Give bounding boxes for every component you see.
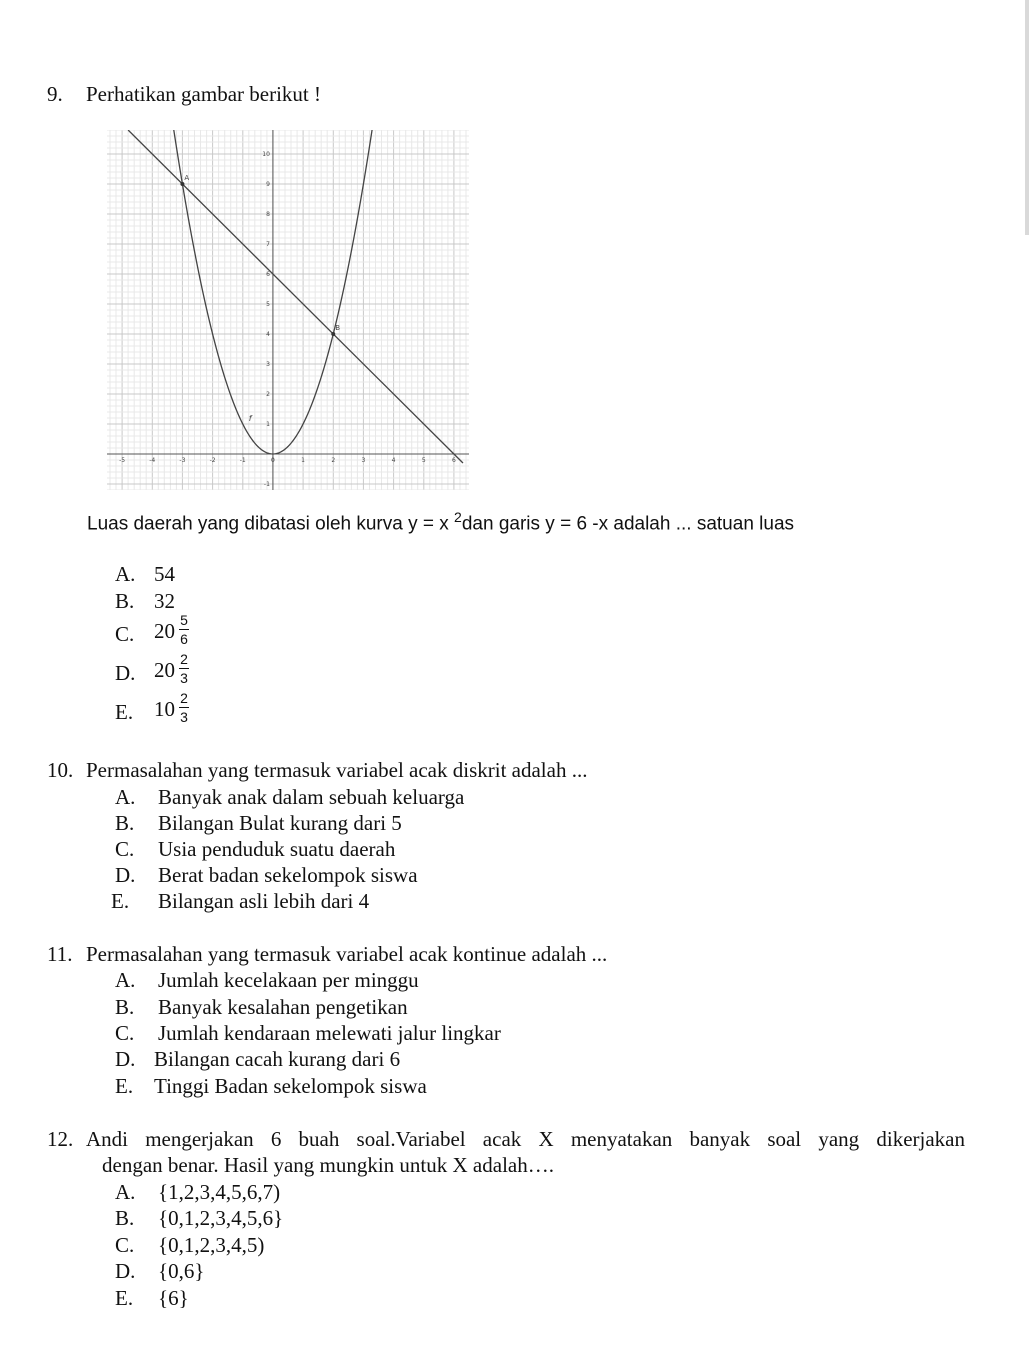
fraction: [179, 612, 189, 647]
denominator: 3: [180, 709, 188, 725]
x-tick-label: 6: [452, 457, 456, 464]
question-number: 10.: [47, 758, 74, 782]
option-value: Bilangan asli lebih dari 4: [158, 889, 370, 913]
function-graph: [107, 130, 469, 490]
x-tick-label: 4: [391, 457, 396, 464]
option-letter: E.: [115, 1074, 134, 1098]
y-tick-label: 10: [262, 151, 270, 158]
question-number: 12.: [47, 1127, 74, 1151]
option-letter: E.: [111, 889, 130, 913]
option-value: Bilangan Bulat kurang dari 5: [158, 811, 402, 835]
x-tick-label: 5: [421, 457, 426, 464]
point-a: [180, 182, 184, 186]
question-text: Permasalahan yang termasuk variabel acak kontinue adalah ...: [86, 942, 608, 966]
numerator: 5: [180, 612, 188, 628]
option-value: [154, 614, 189, 649]
option-value: Berat badan sekelompok siswa: [158, 863, 418, 887]
y-tick-label: 8: [266, 211, 270, 218]
question-text: Permasalahan yang termasuk variabel acak diskrit adalah ...: [86, 758, 588, 782]
caption-part-1: Luas daerah yang dibatasi oleh kurva y = x: [87, 513, 455, 535]
option-letter: C.: [115, 622, 135, 646]
question-text-line-1: Andi mengerjakan 6 buah soal.Variabel acak X menyatakan banyak soal yang dikerjakan: [86, 1127, 965, 1151]
option-value: Jumlah kecelakaan per minggu: [158, 968, 419, 992]
point-label: A: [184, 174, 190, 182]
option-letter: B.: [115, 1206, 135, 1230]
option-value: Usia penduduk suatu daerah: [158, 837, 396, 861]
point-label: B: [335, 324, 341, 332]
x-tick-label: 3: [361, 457, 366, 464]
fraction: [179, 651, 189, 686]
x-tick-label: -5: [119, 457, 126, 464]
whole-part: 20: [154, 619, 175, 643]
option-letter: C.: [115, 837, 135, 861]
x-tick-label: -3: [179, 457, 186, 464]
y-tick-label: 5: [266, 301, 270, 308]
option-letter: A.: [115, 785, 136, 809]
option-value: {0,6}: [158, 1259, 205, 1283]
fraction: [179, 690, 189, 725]
y-tick-label: 9: [266, 181, 270, 188]
caption-part-2: dan garis y = 6 -x adalah ... satuan luas: [461, 513, 795, 535]
question-number: 9.: [47, 82, 63, 106]
option-value: Banyak anak dalam sebuah keluarga: [158, 785, 465, 809]
option-letter: D.: [115, 863, 136, 887]
question-text: Perhatikan gambar berikut !: [86, 82, 321, 106]
x-tick-label: -2: [209, 457, 216, 464]
option-value: [154, 692, 189, 727]
option-letter: A.: [115, 1180, 136, 1204]
curve-label: f: [248, 414, 252, 423]
option-value: {0,1,2,3,4,5,6}: [158, 1206, 284, 1230]
option-letter: B.: [115, 995, 135, 1019]
q9-caption: [87, 509, 794, 535]
option-value: {0,1,2,3,4,5): [158, 1233, 265, 1257]
option-value: Jumlah kendaraan melewati jalur lingkar: [158, 1021, 501, 1045]
option-letter: A.: [115, 562, 136, 586]
whole-part: 20: [154, 658, 175, 682]
y-tick-label: 6: [266, 271, 270, 278]
option-value: [154, 653, 189, 688]
y-tick-label: 3: [266, 361, 270, 368]
x-tick-label: 1: [301, 457, 305, 464]
option-letter: C.: [115, 1021, 135, 1045]
option-value: {1,2,3,4,5,6,7): [158, 1180, 281, 1204]
option-letter: B.: [115, 589, 135, 613]
y-tick-label: -1: [263, 481, 270, 488]
x-tick-label: -1: [239, 457, 246, 464]
series-line: [128, 130, 463, 463]
numerator: 2: [180, 690, 188, 706]
option-letter: D.: [115, 1047, 136, 1071]
caption-exponent: 2: [454, 509, 462, 525]
option-letter: B.: [115, 811, 135, 835]
y-tick-label: 7: [266, 241, 270, 248]
point-b: [331, 332, 335, 336]
denominator: 6: [180, 631, 188, 647]
option-letter: E.: [115, 1286, 134, 1310]
x-tick-label: 0: [271, 457, 275, 464]
x-tick-label: 2: [331, 457, 336, 464]
option-letter: A.: [115, 968, 136, 992]
option-letter: D.: [115, 1259, 136, 1283]
x-tick-label: -4: [149, 457, 156, 464]
scrollbar[interactable]: [1025, 0, 1029, 235]
option-letter: C.: [115, 1233, 135, 1257]
question-number: 11.: [47, 942, 73, 966]
option-value: 54: [154, 562, 175, 586]
option-value: Banyak kesalahan pengetikan: [158, 995, 408, 1019]
option-value: Bilangan cacah kurang dari 6: [154, 1047, 401, 1071]
numerator: 2: [180, 651, 188, 667]
option-letter: D.: [115, 661, 136, 685]
y-tick-label: 2: [266, 391, 270, 398]
y-tick-label: 4: [266, 331, 270, 338]
denominator: 3: [180, 670, 188, 686]
option-value: 32: [154, 589, 175, 613]
option-letter: E.: [115, 700, 134, 724]
y-tick-label: 1: [266, 421, 270, 428]
whole-part: 10: [154, 697, 175, 721]
option-value: {6}: [158, 1286, 189, 1310]
question-text-line-2: dengan benar. Hasil yang mungkin untuk X adalah….: [102, 1153, 554, 1177]
option-value: Tinggi Badan sekelompok siswa: [154, 1074, 427, 1098]
